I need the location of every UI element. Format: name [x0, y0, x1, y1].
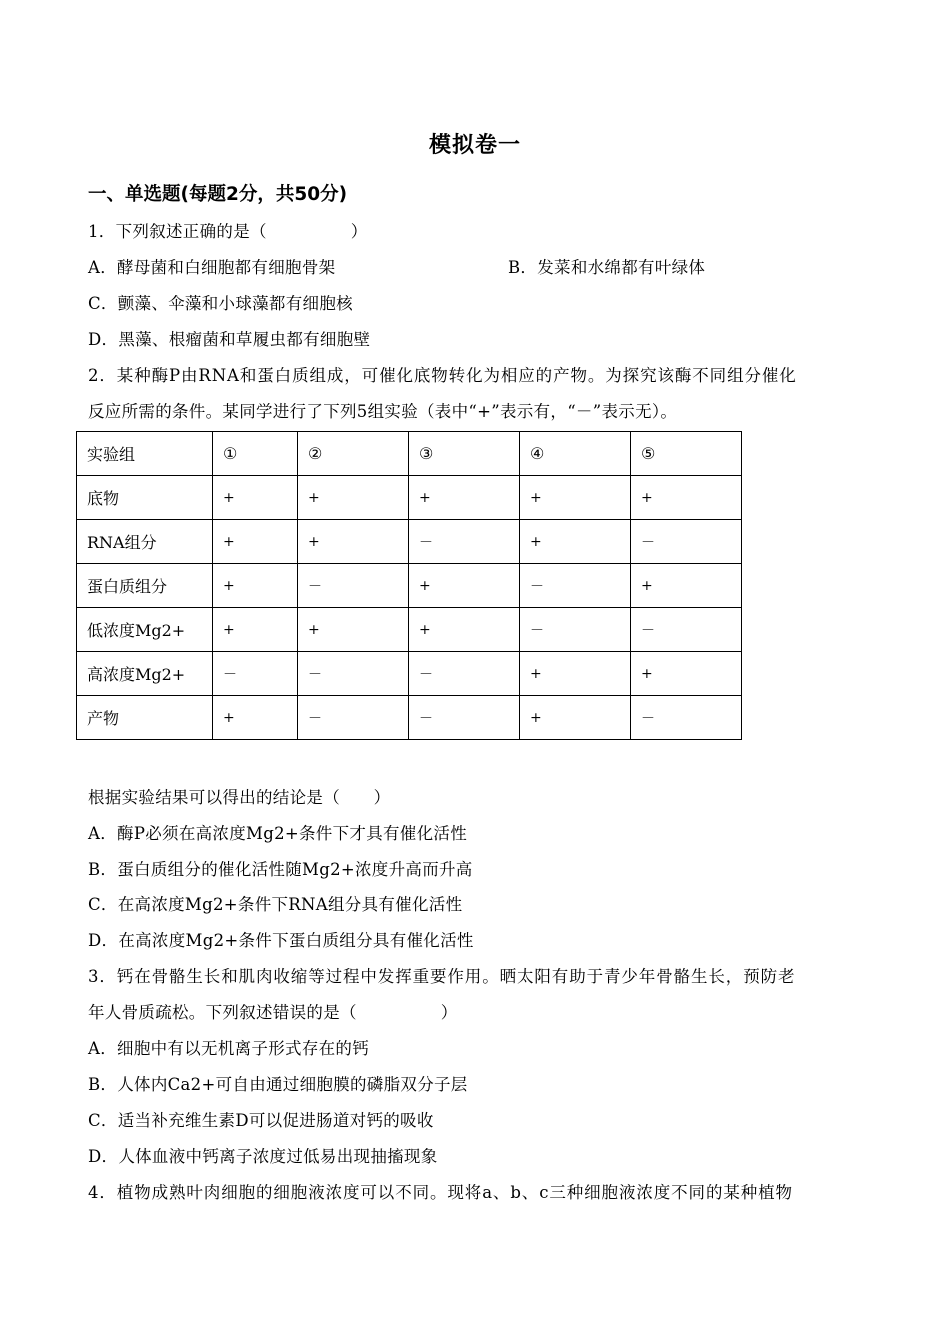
table-header-cell: ③	[409, 432, 520, 476]
table-cell: －	[631, 696, 742, 740]
q4-stem-line1: 4．植物成熟叶肉细胞的细胞液浓度可以不同。现将a、b、c三种细胞液浓度不同的某种植物	[88, 1183, 793, 1202]
q3-stem-line2: 年人骨质疏松。下列叙述错误的是（ ）	[88, 1003, 458, 1022]
table-cell: －	[520, 564, 631, 608]
table-cell: +	[298, 608, 409, 652]
table-cell: －	[409, 696, 520, 740]
table-cell: +	[213, 696, 298, 740]
q1-stem: 1．下列叙述正确的是（ ）	[88, 222, 368, 241]
table-cell: －	[298, 696, 409, 740]
table-cell: +	[409, 608, 520, 652]
table-row	[77, 564, 742, 608]
table-cell: +	[520, 520, 631, 564]
table-cell: +	[631, 476, 742, 520]
table-cell: －	[520, 608, 631, 652]
table-cell: －	[298, 652, 409, 696]
table-cell: －	[409, 520, 520, 564]
table-row	[77, 652, 742, 696]
table-header-row	[77, 432, 742, 476]
table-cell: +	[520, 652, 631, 696]
table-row-label: 蛋白质组分	[77, 564, 213, 608]
experiment-table	[76, 431, 742, 740]
table-header-cell: ②	[298, 432, 409, 476]
table-cell: －	[213, 652, 298, 696]
q3-option-c: C．适当补充维生素D可以促进肠道对钙的吸收	[88, 1111, 434, 1130]
table-row	[77, 608, 742, 652]
table-cell: －	[631, 608, 742, 652]
q2-option-d: D．在高浓度Mg2+条件下蛋白质组分具有催化活性	[88, 931, 474, 950]
q3-option-b: B．人体内Ca2+可自由通过细胞膜的磷脂双分子层	[88, 1075, 468, 1094]
q2-option-b: B．蛋白质组分的催化活性随Mg2+浓度升高而升高	[88, 860, 473, 879]
q2-stem-line1: 2．某种酶P由RNA和蛋白质组成，可催化底物转化为相应的产物。为探究该酶不同组分催化	[88, 366, 797, 385]
table-header-cell: ⑤	[631, 432, 742, 476]
table-cell: +	[409, 476, 520, 520]
table-cell: +	[520, 476, 631, 520]
table-cell: －	[409, 652, 520, 696]
table-row-label: 产物	[77, 696, 213, 740]
q1-option-d: D．黑藻、根瘤菌和草履虫都有细胞壁	[88, 330, 371, 349]
q2-stem-line2: 反应所需的条件。某同学进行了下列5组实验（表中“+”表示有，“－”表示无）。	[88, 402, 678, 421]
q2-option-a: A．酶P必须在高浓度Mg2+条件下才具有催化活性	[88, 824, 467, 843]
table-cell: －	[298, 564, 409, 608]
q1-option-b: B．发菜和水绵都有叶绿体	[508, 258, 706, 277]
table-header-cell: 实验组	[77, 432, 213, 476]
q1-option-a: A．酵母菌和白细胞都有细胞骨架	[88, 258, 336, 277]
table-cell: +	[298, 520, 409, 564]
q3-option-d: D．人体血液中钙离子浓度过低易出现抽搐现象	[88, 1147, 438, 1166]
table-cell: +	[213, 608, 298, 652]
table-cell: +	[213, 564, 298, 608]
page-title: 模拟卷一	[428, 133, 521, 158]
table-row	[77, 696, 742, 740]
table-cell: +	[520, 696, 631, 740]
table-cell: －	[631, 520, 742, 564]
q1-option-c: C．颤藻、伞藻和小球藻都有细胞核	[88, 294, 353, 313]
q2-option-c: C．在高浓度Mg2+条件下RNA组分具有催化活性	[88, 895, 463, 914]
table-row-label: RNA组分	[77, 520, 213, 564]
q2-conclusion: 根据实验结果可以得出的结论是（ ）	[88, 788, 391, 807]
table-cell: +	[409, 564, 520, 608]
table-header-cell: ①	[213, 432, 298, 476]
table-row	[77, 476, 742, 520]
section-heading: 一、单选题(每题2分，共50分)	[88, 184, 348, 205]
table-header-cell: ④	[520, 432, 631, 476]
table-row	[77, 520, 742, 564]
q3-stem-line1: 3．钙在骨骼生长和肌肉收缩等过程中发挥重要作用。晒太阳有助于青少年骨骼生长，预防老	[88, 967, 796, 986]
q1-options-row	[88, 254, 706, 278]
table-cell: +	[631, 564, 742, 608]
table-row-label: 低浓度Mg2+	[77, 608, 213, 652]
table-row-label: 高浓度Mg2+	[77, 652, 213, 696]
table-cell: +	[631, 652, 742, 696]
table-cell: +	[213, 476, 298, 520]
table-cell: +	[213, 520, 298, 564]
table-cell: +	[298, 476, 409, 520]
table-row-label: 底物	[77, 476, 213, 520]
q3-option-a: A．细胞中有以无机离子形式存在的钙	[88, 1039, 370, 1058]
